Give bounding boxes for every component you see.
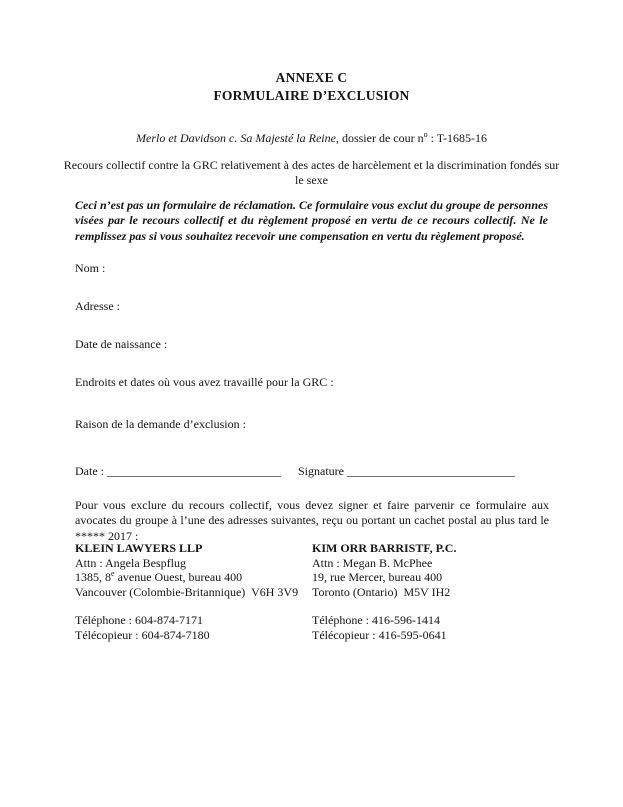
phone-line: Téléphone : 604-874-7171 xyxy=(75,613,203,628)
contact-spacer xyxy=(75,599,312,613)
city-line: Vancouver (Colombie-Britannique) V6H 3V9 xyxy=(75,584,299,599)
date-label: Date : xyxy=(75,464,107,478)
contact-addresses xyxy=(75,541,548,643)
phone-line: Téléphone : 416-596-1414 xyxy=(312,613,440,628)
street-number: 1385, 8 xyxy=(75,570,111,585)
street-line xyxy=(75,570,312,585)
contact-spacer xyxy=(312,599,456,613)
form-title: FORMULAIRE D’EXCLUSION xyxy=(213,87,410,103)
annexe-title: ANNEXE C xyxy=(275,70,348,85)
instructions-paragraph: Pour vous exclure du recours collectif, vous devez signer et faire parvenir ce formulaire aux avocates du groupe à l’une des adresses suivantes, reçu ou portant un cachet postal au plus tard le ***** 2017 : xyxy=(75,498,549,543)
court-file-number: : T-1685-16 xyxy=(427,131,487,145)
street-line xyxy=(312,570,456,585)
date-signature-row xyxy=(75,464,515,479)
street-name: avenue Ouest, bureau 400 xyxy=(114,570,243,585)
signature-label: Signature xyxy=(298,464,347,478)
attn-line: Attn : Megan B. McPhee xyxy=(312,555,433,570)
field-label-adresse: Adresse : xyxy=(75,299,120,313)
firm-name: KIM ORR BARRISTF, P.C. xyxy=(312,541,457,555)
fax-line: Télécopieur : 416-595-0641 xyxy=(312,627,447,642)
court-file-superscript: o xyxy=(423,130,428,139)
case-name: Merlo et Davidson c. Sa Majesté la Reine xyxy=(136,131,336,145)
date-fill-line: _____________________________ xyxy=(107,464,281,478)
attn-line: Attn : Angela Bespflug xyxy=(75,555,186,570)
field-label-endroits-grc: Endroits et dates où vous avez travaillé pour la GRC : xyxy=(75,375,334,389)
document-title xyxy=(0,69,623,104)
firm-name: KLEIN LAWYERS LLP xyxy=(75,541,203,555)
fax-line: Télécopieur : 604-874-7180 xyxy=(75,627,210,642)
contact-kim-orr xyxy=(312,541,456,643)
notice-paragraph: Ceci n’est pas un formulaire de réclamation. Ce formulaire vous exclut du groupe de personnes visées par le recours collectif et du règlement proposé en vertu de ce recours collectif. Ne le remplissez pas si vous souhaitez recevoir une compensation en vertu du règlement proposé. xyxy=(75,198,549,243)
field-label-raison-exclusion: Raison de la demande d’exclusion : xyxy=(75,417,246,431)
contact-klein-lawyers xyxy=(75,541,312,643)
court-file-label: , dossier de cour n xyxy=(335,131,424,145)
street-name: 19, rue Mercer, bureau 400 xyxy=(312,570,443,585)
street-ordinal-superscript: e xyxy=(111,569,115,579)
signature-fill-line: ____________________________ xyxy=(347,464,515,478)
field-label-date-naissance: Date de naissance : xyxy=(75,337,168,351)
city-line: Toronto (Ontario) M5V IH2 xyxy=(312,584,451,599)
case-caption xyxy=(0,131,623,146)
class-action-subtitle: Recours collectif contre la GRC relativement à des actes de harcèlement et la discrimination fondés sur le sexe xyxy=(63,158,560,187)
field-label-nom: Nom : xyxy=(75,261,106,275)
